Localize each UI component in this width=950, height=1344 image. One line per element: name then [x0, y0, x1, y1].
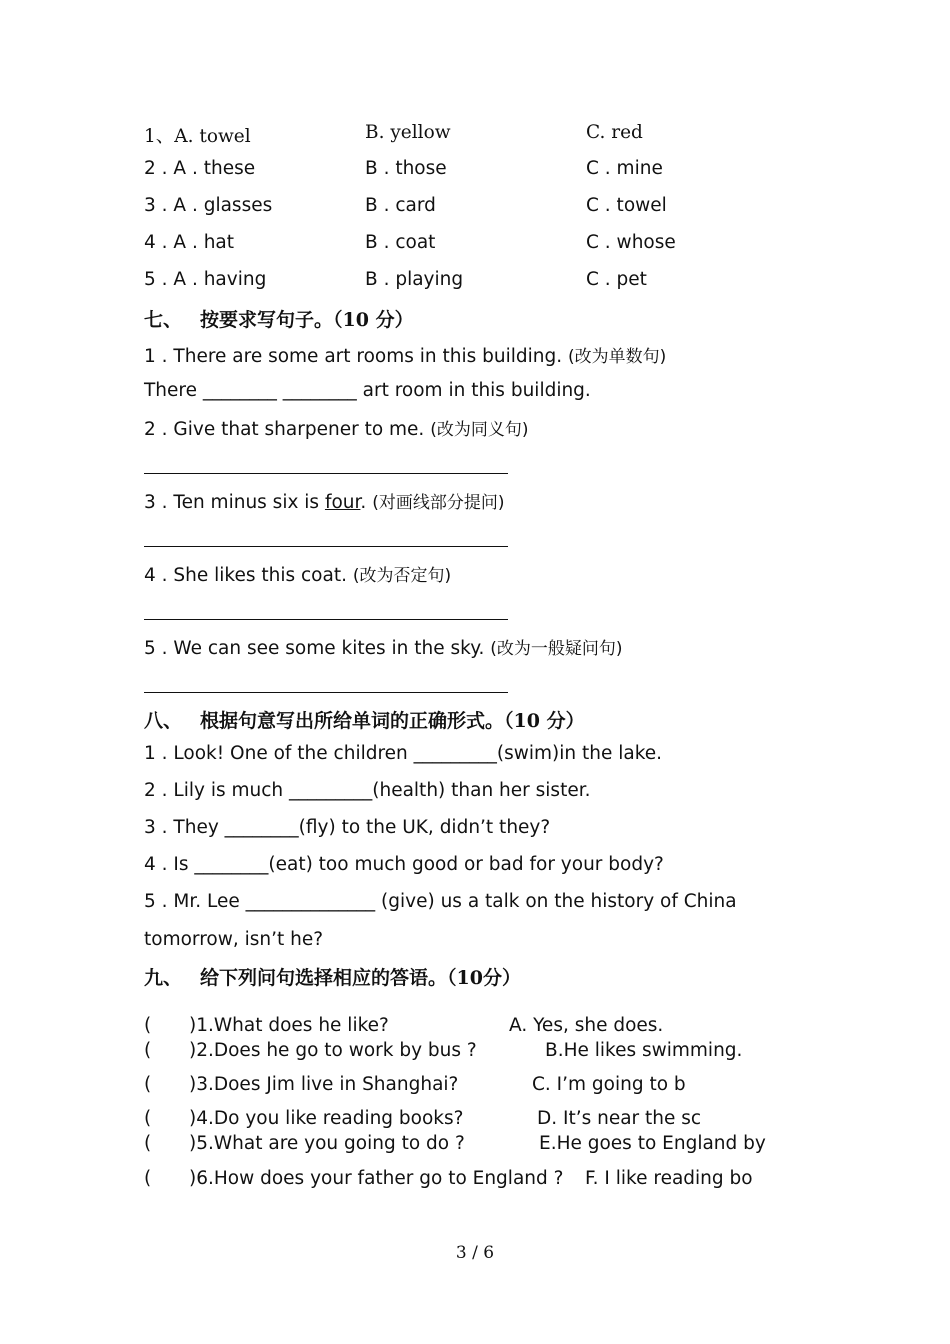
answer-paren[interactable]: (: [144, 1108, 152, 1129]
option-b: B . card: [365, 195, 436, 216]
match-option: D. It’s near the sc: [537, 1108, 702, 1129]
question-text: 1 . There are some art rooms in this building.: [144, 346, 569, 367]
question-note: (改为单数句): [568, 347, 667, 367]
question-text: 5 . We can see some kites in the sky.: [144, 638, 491, 659]
fill-question-continued: tomorrow, isn’t he?: [144, 929, 324, 950]
match-option: F. I like reading bo: [585, 1168, 753, 1189]
section-heading: [144, 963, 521, 990]
answer-paren[interactable]: (: [144, 1015, 152, 1036]
option-c: C . whose: [586, 232, 676, 253]
match-question: )5.What are you going to do ?: [189, 1133, 465, 1154]
fill-question: 4 . Is ________(eat) too much good or bad for your body?: [144, 854, 664, 875]
question-text: 4 . She likes this coat.: [144, 565, 353, 586]
match-option: C. I’m going to b: [532, 1074, 686, 1095]
option-c: C. red: [586, 122, 643, 143]
section-heading: [144, 706, 585, 733]
answer-paren[interactable]: (: [144, 1133, 152, 1154]
option-a: 5 . A . having: [144, 269, 267, 290]
section-title: 根据句意写出所给单词的正确形式。（10 分）: [200, 710, 585, 732]
match-question: )1.What does he like?: [189, 1015, 389, 1036]
question-text: 3 . Ten minus six is: [144, 492, 325, 513]
question: [144, 488, 504, 513]
section-number: 九、: [144, 967, 183, 989]
match-option: B.He likes swimming.: [545, 1040, 743, 1061]
question-note: (改为一般疑问句): [490, 639, 623, 659]
option-a: 4 . A . hat: [144, 232, 235, 253]
fill-question: 1 . Look! One of the children _________(swim)in the lake.: [144, 743, 663, 764]
section-title: 给下列问句选择相应的答语。（10分）: [200, 967, 521, 989]
question: [144, 561, 451, 586]
fill-question: 3 . They ________(fly) to the UK, didn’t they?: [144, 817, 551, 838]
match-question: )6.How does your father go to England ?: [189, 1168, 564, 1189]
question: [144, 342, 666, 367]
section-number: 八、: [144, 710, 183, 732]
match-option: A. Yes, she does.: [509, 1015, 664, 1036]
match-question: )4.Do you like reading books?: [189, 1108, 464, 1129]
question: [144, 415, 528, 440]
page-number: 3 / 6: [455, 1243, 495, 1263]
answer-blank[interactable]: [144, 546, 508, 547]
answer-blank[interactable]: [144, 473, 508, 474]
question: [144, 634, 623, 659]
option-c: C . mine: [586, 158, 663, 179]
answer-blank[interactable]: [144, 619, 508, 620]
match-option: E.He goes to England by: [539, 1133, 766, 1154]
question-note: (改为同义句): [430, 420, 529, 440]
section-number: 七、: [144, 309, 183, 331]
option-b: B . playing: [365, 269, 464, 290]
match-question: )2.Does he go to work by bus ?: [189, 1040, 477, 1061]
answer-paren[interactable]: (: [144, 1040, 152, 1061]
option-b: B. yellow: [365, 122, 451, 143]
option-b: B . those: [365, 158, 447, 179]
fill-question: 2 . Lily is much _________(health) than her sister.: [144, 780, 591, 801]
question-note: (对画线部分提问): [372, 493, 505, 513]
answer-line: There ________ ________ art room in this building.: [144, 380, 591, 401]
section-title: 按要求写句子。（10 分）: [200, 309, 414, 331]
question-text: 2 . Give that sharpener to me.: [144, 419, 431, 440]
answer-paren[interactable]: (: [144, 1074, 152, 1095]
section-heading: [144, 305, 414, 332]
question-text: .: [360, 492, 373, 513]
option-b: B . coat: [365, 232, 436, 253]
option-a: 1、A. towel: [144, 126, 251, 147]
option-c: C . towel: [586, 195, 667, 216]
underlined-word: four: [324, 492, 361, 513]
match-question: )3.Does Jim live in Shanghai?: [189, 1074, 459, 1095]
option-a: 2 . A . these: [144, 158, 256, 179]
option-c: C . pet: [586, 269, 647, 290]
fill-question: 5 . Mr. Lee ______________ (give) us a talk on the history of China: [144, 891, 737, 912]
option-a: 3 . A . glasses: [144, 195, 273, 216]
answer-blank[interactable]: [144, 692, 508, 693]
question-note: (改为否定句): [352, 566, 452, 586]
answer-paren[interactable]: (: [144, 1168, 152, 1189]
